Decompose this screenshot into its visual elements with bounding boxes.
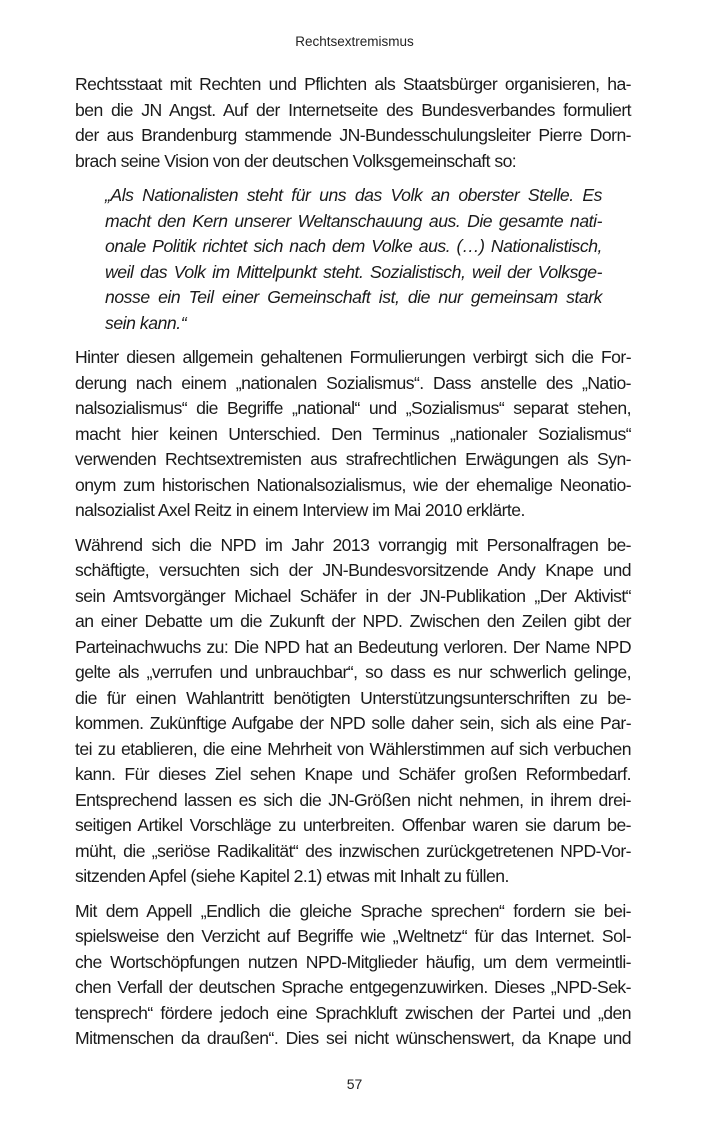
text-line: kann. Für dieses Ziel sehen Knape und Schäfer großen Reformbedarf. (75, 764, 631, 784)
text-line: Mitmenschen da draußen“. Dies sei nicht wünschenswert, da Knape und (75, 1028, 631, 1048)
text-line: kommen. Zukünftige Aufgabe der NPD solle daher sein, sich als eine Par- (75, 713, 631, 733)
text-line: che Wortschöpfungen nutzen NPD-Mitglieder häufig, um dem vermeintli- (75, 951, 631, 972)
quote-line: weil das Volk im Mittelpunkt steht. Sozialistisch, weil der Volksge- (105, 261, 602, 282)
text-line: brach seine Vision von der deutschen Volksgemeinschaft so: (75, 150, 517, 171)
quote-line: nosse ein Teil einer Gemeinschaft ist, die nur gemeinsam stark (105, 287, 602, 307)
text-line: chen Verfall der deutschen Sprache entgegenzuwirken. Dieses „NPD-Sek- (75, 977, 631, 997)
text-line: spielsweise den Verzicht auf Begriffe wie „Weltnetz“ für das Internet. Sol- (75, 926, 631, 946)
text-line: ben die JN Angst. Auf der Internetseite des Bundesverbandes formuliert (75, 99, 631, 120)
text-line: Hinter diesen allgemein gehaltenen Formulierungen verbirgt sich die For- (75, 347, 631, 367)
text-line: onym zum historischen Nationalsozialismus, wie der ehemalige Neonatio- (75, 474, 631, 495)
text-line: sein Amtsvorgänger Michael Schäfer in der JN-Publikation „Der Aktivist“ (75, 585, 631, 606)
paragraph-language-appeal (75, 899, 631, 1052)
body-text (75, 72, 631, 1052)
quote-line: „Als Nationalisten steht für uns das Volk an oberster Stelle. Es (105, 185, 602, 205)
quote-line: sein kann.“ (105, 312, 187, 333)
text-line: verwenden Rechtsextremisten aus strafrechtlichen Erwägungen als Syn- (75, 449, 631, 469)
page-number: 57 (346, 1076, 363, 1092)
text-line: derung nach einem „nationalen Sozialismus“. Dass anstelle des „Natio- (75, 372, 631, 393)
text-line: müht, die „seriöse Radikalität“ des inzwischen zurückgetretenen NPD-Vor- (75, 840, 631, 861)
text-line: tei zu etablieren, die eine Mehrheit von Wählerstimmen auf sich verbuchen (75, 738, 631, 759)
block-quote (105, 183, 602, 336)
text-line: Mit dem Appell „Endlich die gleiche Sprache sprechen“ fordern sie bei- (75, 900, 631, 921)
text-line: nalsozialismus“ die Begriffe „national“ und „Sozialismus“ separat stehen, (75, 398, 631, 418)
text-line: schäftigte, versuchten sich der JN-Bundesvorsitzende Andy Knape und (75, 560, 631, 580)
quote-line: macht den Kern unserer Weltanschauung aus. Die gesamte nati- (105, 210, 602, 231)
text-line: der aus Brandenburg stammende JN-Bundesschulungsleiter Pierre Dorn- (75, 125, 631, 145)
quote-line: onale Politik richtet sich nach dem Volke aus. (…) Nationalistisch, (105, 236, 602, 256)
text-line: Rechtsstaat mit Rechten und Pflichten als Staatsbürger organisieren, ha- (75, 74, 631, 94)
text-line: tensprech“ fördere jedoch eine Sprachkluft zwischen der Partei und „den (75, 1002, 631, 1023)
paragraph-intro (75, 72, 631, 174)
text-line: Entsprechend lassen es sich die JN-Größen nicht nehmen, in ihrem drei- (75, 789, 631, 810)
text-line: Parteinachwuchs zu: Die NPD hat an Bedeutung verloren. Der Name NPD (75, 636, 631, 657)
text-line: sitzenden Apfel (siehe Kapitel 2.1) etwas mit Inhalt zu füllen. (75, 866, 509, 886)
text-line: seitigen Artikel Vorschläge zu unterbreiten. Offenbar waren sie darum be- (75, 815, 631, 835)
text-line: an einer Debatte um die Zukunft der NPD. Zwischen den Zeilen gibt der (75, 611, 631, 631)
text-line: nalsozialist Axel Reitz in einem Interview im Mai 2010 erklärte. (75, 500, 525, 520)
paragraph-npd-2013 (75, 533, 631, 890)
paragraph-national-socialism (75, 345, 631, 524)
text-line: gelte als „verrufen und unbrauchbar“, so dass es nur schwerlich gelinge, (75, 662, 631, 682)
running-header: Rechtsextremismus (295, 34, 414, 49)
text-line: macht hier keinen Unterschied. Den Terminus „nationaler Sozialismus“ (75, 423, 631, 444)
text-line: die für einen Wahlantritt benötigten Unterstützungsunterschriften zu be- (75, 687, 631, 708)
text-line: Während sich die NPD im Jahr 2013 vorrangig mit Personalfragen be- (75, 534, 631, 555)
